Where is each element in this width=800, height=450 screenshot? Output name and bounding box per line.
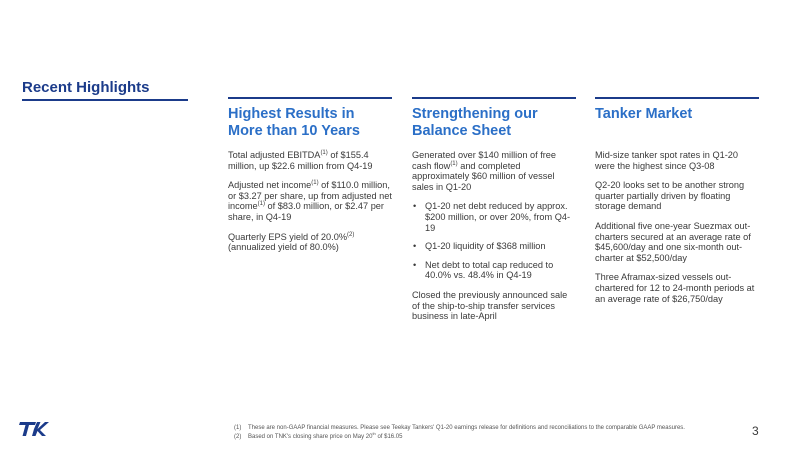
footnote-ref: (1) xyxy=(320,149,328,156)
paragraph: Mid-size tanker spot rates in Q1-20 were the highest since Q3-08 xyxy=(595,150,738,171)
bullet-list xyxy=(412,201,576,281)
footnote xyxy=(234,424,754,433)
text: Based on TNK's closing share price on May 20 xyxy=(248,434,373,440)
highlight-column-results xyxy=(228,97,392,262)
column-rule xyxy=(412,97,576,99)
paragraph xyxy=(228,180,392,222)
text: (annualized yield of 80.0%) xyxy=(228,242,339,253)
heading-line: Tanker Market xyxy=(595,106,693,122)
paragraph xyxy=(228,232,392,253)
footnotes xyxy=(234,424,754,442)
superscript: th xyxy=(372,431,376,436)
page-number: 3 xyxy=(752,424,759,438)
footnote-text: These are non-GAAP financial measures. Please see Teekay Tankers' Q1-20 earnings release for definitions and reconciliations to the comparable GAAP measures. xyxy=(248,425,685,431)
footnote-ref: (1) xyxy=(257,201,265,208)
paragraph: Additional five one-year Suezmax out-charters secured at an average rate of $45,600/day and one six-month out-charter at $52,500/day xyxy=(595,220,751,263)
paragraph: Closed the previously announced sale of the ship-to-ship transfer services business in late-April xyxy=(412,289,568,322)
footnote-text xyxy=(248,433,402,442)
column-rule xyxy=(595,97,759,99)
footnote-number: (1) xyxy=(234,425,242,431)
text: Adjusted net income xyxy=(228,180,312,191)
text: of $16.05 xyxy=(375,434,403,440)
column-heading xyxy=(595,106,759,123)
paragraph xyxy=(228,150,392,171)
footnote-ref: (1) xyxy=(450,160,458,167)
column-heading xyxy=(412,106,576,140)
paragraph xyxy=(412,150,576,192)
tk-logo-icon xyxy=(18,420,50,438)
paragraph: Q2-20 looks set to be another strong quarter partially driven by floating storage demand xyxy=(595,180,745,212)
text: and completed approximately $60 million of vessel sales in Q1-20 xyxy=(412,160,555,192)
text: of $83.0 million, or $2.47 per share, in Q4-19 xyxy=(228,201,384,222)
slide-title: Recent Highlights xyxy=(22,79,150,96)
footnote-number: (2) xyxy=(234,434,242,440)
bullet-item: • Q1-20 liquidity of $368 million xyxy=(425,241,576,252)
paragraph: Three Aframax-sized vessels out-chartered for 12 to 24-month periods at an average rate of $26,750/day xyxy=(595,272,755,304)
heading-line: Highest Results in xyxy=(228,106,355,122)
highlight-column-tanker-market xyxy=(595,97,759,313)
column-rule xyxy=(228,97,392,99)
column-heading xyxy=(228,106,392,140)
footnote-ref: (1) xyxy=(311,180,319,187)
bullet-item: • Net debt to total cap reduced to 40.0% vs. 48.4% in Q4-19 xyxy=(425,260,576,281)
highlight-column-balance-sheet xyxy=(412,97,576,331)
heading-line: Strengthening our xyxy=(412,106,538,122)
text: Generated over $140 million of free cash flow xyxy=(412,150,557,171)
bullet-item: • Q1-20 net debt reduced by approx. $200 million, or over 20%, from Q4-19 xyxy=(425,201,576,233)
text: Quarterly EPS yield of 20.0% xyxy=(228,231,347,242)
footnote xyxy=(234,433,754,442)
heading-line: Balance Sheet xyxy=(412,123,512,139)
text: Total adjusted EBITDA xyxy=(228,150,321,160)
text: of $155.4 million, up $22.6 million from Q4-19 xyxy=(228,150,373,171)
text: of $110.0 million, or $3.27 per share, up from adjusted net income xyxy=(228,180,392,212)
title-underline xyxy=(22,99,188,101)
footnote-ref: (2) xyxy=(347,231,355,238)
heading-line: More than 10 Years xyxy=(228,123,360,139)
